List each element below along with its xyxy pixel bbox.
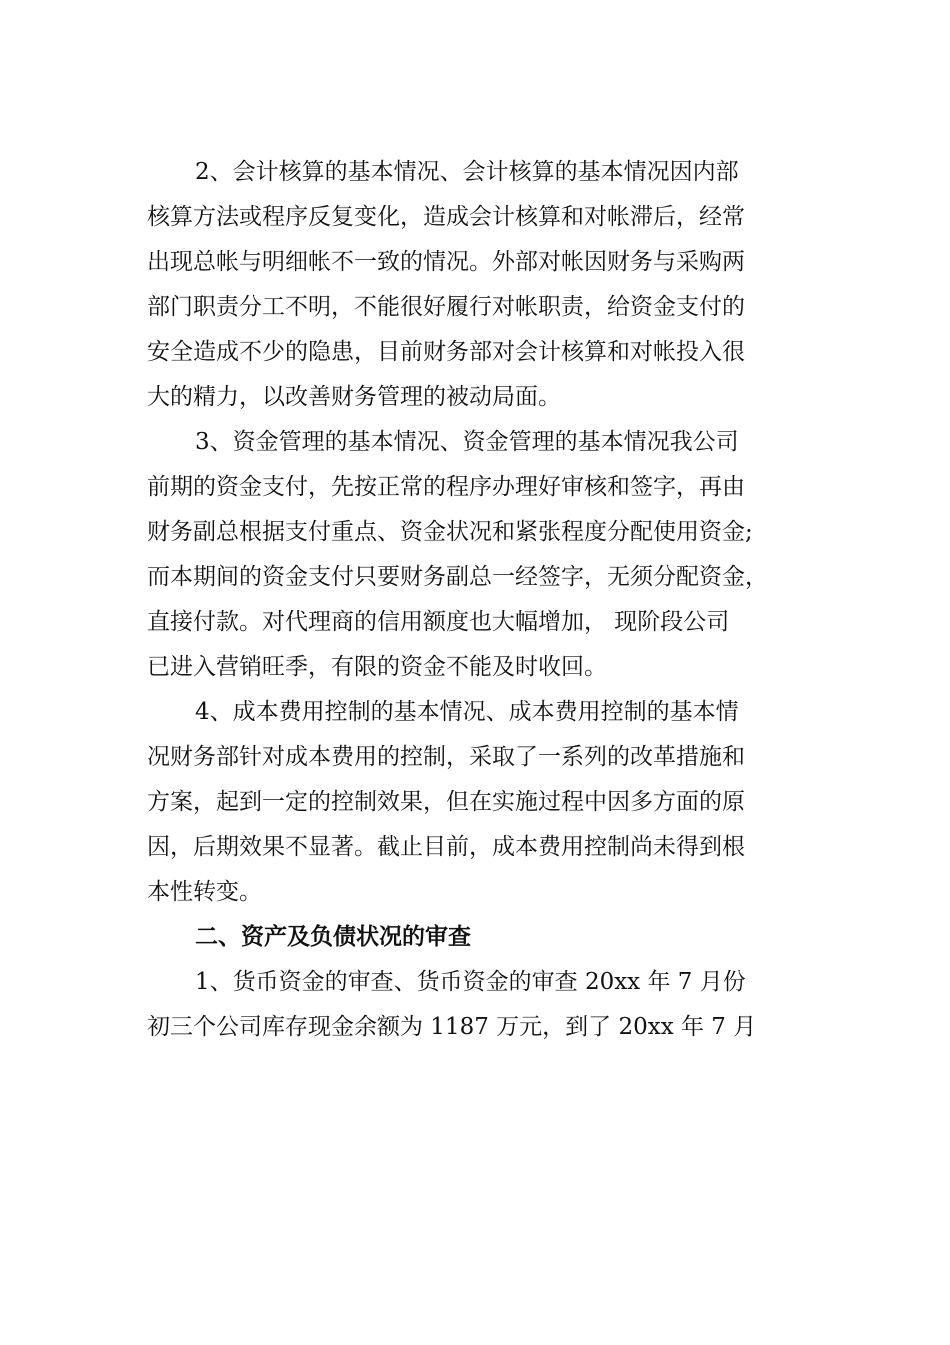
paragraph-line: 初三个公司库存现金余额为 1187 万元，到了 20xx 年 7 月 (147, 1014, 757, 1040)
paragraph-line: 直接付款。对代理商的信用额度也大幅增加， 现阶段公司 (147, 609, 730, 635)
paragraph-line: 2、会计核算的基本情况、会计核算的基本情况因内部 (195, 159, 739, 185)
paragraph-line: 3、资金管理的基本情况、资金管理的基本情况我公司 (195, 429, 739, 455)
section-heading: 二、资产及负债状况的审查 (195, 924, 471, 950)
paragraph-line: 前期的资金支付，先按正常的程序办理好审核和签字，再由 (147, 474, 745, 500)
paragraph-line: 因，后期效果不显著。截止目前，成本费用控制尚未得到根 (147, 834, 745, 860)
paragraph-line: 出现总帐与明细帐不一致的情况。外部对帐因财务与采购两 (147, 249, 745, 275)
paragraph-line: 而本期间的资金支付只要财务副总一经签字，无须分配资金， (147, 564, 768, 590)
paragraph-line: 已进入营销旺季，有限的资金不能及时收回。 (147, 654, 607, 680)
paragraph-line: 大的精力，以改善财务管理的被动局面。 (147, 384, 561, 410)
paragraph-line: 本性转变。 (147, 879, 262, 905)
paragraph-line: 部门职责分工不明，不能很好履行对帐职责，给资金支付的 (147, 294, 745, 320)
paragraph-line: 安全造成不少的隐患，目前财务部对会计核算和对帐投入很 (147, 339, 745, 365)
paragraph-line: 1、货币资金的审查、货币资金的审查 20xx 年 7 月份 (195, 969, 746, 995)
paragraph-line: 况财务部针对成本费用的控制，采取了一系列的改革措施和 (147, 744, 745, 770)
paragraph-line: 财务副总根据支付重点、资金状况和紧张程度分配使用资金; (147, 519, 753, 545)
paragraph-line: 4、成本费用控制的基本情况、成本费用控制的基本情 (195, 699, 739, 725)
paragraph-line: 核算方法或程序反复变化，造成会计核算和对帐滞后，经常 (147, 204, 745, 230)
paragraph-line: 方案，起到一定的控制效果，但在实施过程中因多方面的原 (147, 789, 745, 815)
